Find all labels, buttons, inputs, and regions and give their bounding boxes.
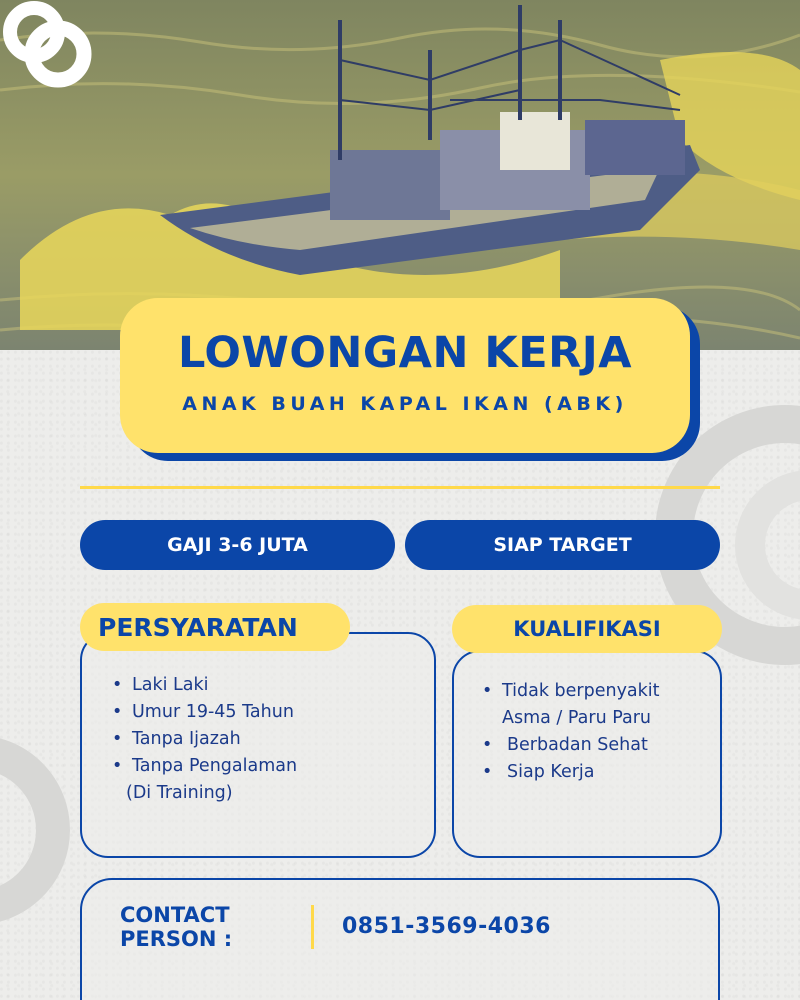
salary-badge: GAJI 3-6 JUTA <box>80 520 395 570</box>
requirements-list <box>112 672 297 807</box>
list-item: Asma / Paru Paru <box>502 708 651 728</box>
list-item: • Umur 19-45 Tahun <box>112 699 297 726</box>
list-item: • Siap Kerja <box>482 759 660 786</box>
list-item: • Berbadan Sehat <box>482 732 660 759</box>
list-item: • Laki Laki <box>112 672 297 699</box>
list-item: • Tanpa Ijazah <box>112 726 297 753</box>
contact-phone[interactable]: 0851-3569-4036 <box>342 914 551 939</box>
headline-card <box>120 298 690 453</box>
list-item: • Tanpa Pengalaman <box>112 753 297 780</box>
qualifications-list <box>482 678 660 786</box>
target-badge: SIAP TARGET <box>405 520 720 570</box>
requirements-note: (Di Training) <box>126 783 233 803</box>
contact-label-line2: PERSON : <box>120 927 233 951</box>
headline-subtitle: ANAK BUAH KAPAL IKAN (ABK) <box>182 393 628 415</box>
contact-label-line1: CONTACT <box>120 903 230 927</box>
qualifications-title: KUALIFIKASI <box>452 605 722 653</box>
divider-line <box>80 486 720 489</box>
list-item: • Tidak berpenyakit <box>482 678 660 705</box>
headline-title: LOWONGAN KERJA <box>177 328 632 378</box>
contact-label <box>120 903 310 951</box>
contact-separator <box>311 905 314 949</box>
requirements-title: PERSYARATAN <box>80 603 350 651</box>
double-ring-logo-icon <box>0 0 95 95</box>
